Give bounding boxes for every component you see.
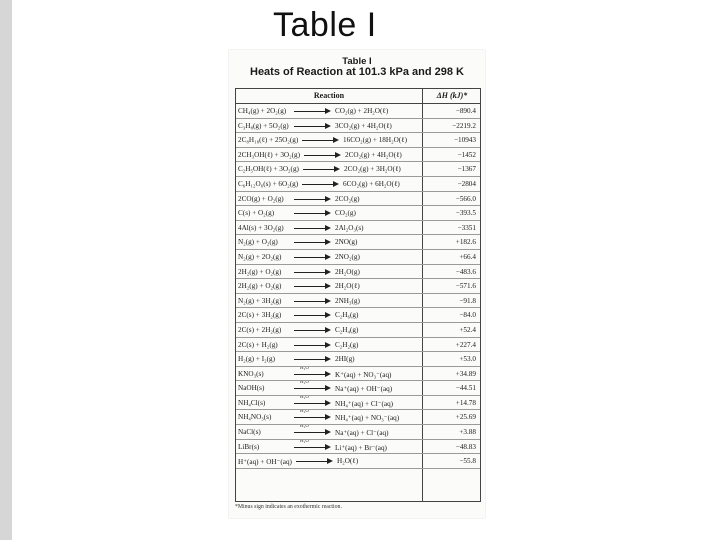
reaction-reactants: C₆H₁₂O₆(s) + 6O₂(g)	[238, 179, 299, 188]
table-row	[236, 396, 480, 411]
reaction-products: C₂H₂(g)	[335, 340, 359, 349]
reaction-arrow-icon	[294, 367, 332, 380]
reaction-products: 2HI(g)	[335, 355, 355, 364]
table-row	[236, 352, 480, 367]
reaction-reactants: H⁺(aq) + OH⁻(aq)	[238, 458, 292, 467]
reaction-products: K⁺(aq) + NO₃⁻(aq)	[335, 370, 392, 379]
table-title: Heats of Reaction at 101.3 kPa and 298 K	[250, 66, 464, 78]
reaction-arrow-icon	[294, 294, 332, 307]
table-row	[236, 250, 480, 265]
delta-h-value: −393.5	[455, 209, 476, 218]
table-row	[236, 162, 480, 177]
reaction-reactants: 2C(s) + H₂(g)	[238, 340, 278, 349]
table-row	[236, 308, 480, 323]
delta-h-value: −1452	[457, 150, 476, 159]
reaction-arrow-icon	[294, 410, 332, 423]
slide-title: Table I	[273, 6, 377, 44]
arrow-condition: H₂O	[300, 366, 309, 371]
reaction-reactants: 2H₂(g) + O₂(g)	[238, 267, 282, 276]
reaction-arrow-icon	[302, 177, 340, 190]
reaction-arrow-icon	[294, 308, 332, 321]
table-row	[236, 177, 480, 192]
delta-h-value: −890.4	[455, 107, 476, 115]
delta-h-value: −2219.2	[452, 121, 476, 130]
reaction-arrow-icon	[294, 279, 332, 292]
table-row	[236, 440, 480, 455]
reaction-reactants: CH₄(g) + 2O₂(g)	[238, 107, 287, 115]
reaction-reactants: 2CH₃OH(ℓ) + 3O₂(g)	[238, 150, 301, 159]
reaction-products: 2NO(g)	[335, 238, 358, 247]
reaction-arrow-icon	[294, 381, 332, 394]
reaction-products: NH₄⁺(aq) + NO₃⁻(aq)	[335, 414, 400, 423]
table-body	[236, 104, 480, 469]
delta-h-value: −2804	[457, 179, 476, 188]
reaction-products: 2CO₂(g) + 4H₂O(ℓ)	[345, 150, 402, 159]
reaction-arrow-icon	[294, 104, 332, 117]
reaction-arrow-icon	[294, 250, 332, 263]
reaction-products: C₂H₄(g)	[335, 325, 359, 334]
reaction-products: 2H₂O(g)	[335, 267, 360, 276]
delta-h-value: +34.89	[455, 369, 476, 378]
arrow-condition: H₂O	[300, 381, 309, 386]
table-row	[236, 148, 480, 163]
reaction-arrow-icon	[294, 323, 332, 336]
reaction-reactants: 2C(s) + 3H₂(g)	[238, 311, 282, 320]
reaction-arrow-icon	[294, 221, 332, 234]
reaction-arrow-icon	[294, 352, 332, 365]
reaction-arrow-icon	[294, 425, 332, 438]
reaction-products: 3CO₂(g) + 4H₂O(ℓ)	[335, 121, 392, 130]
table-row	[236, 381, 480, 396]
table-row	[236, 425, 480, 440]
table-footnote: *Minus sign indicates an exothermic reaction.	[235, 504, 342, 510]
delta-h-value: +227.4	[455, 340, 476, 349]
table-label: Table I	[342, 56, 372, 67]
heats-of-reaction-table	[235, 88, 481, 502]
arrow-condition: H₂O	[300, 395, 309, 400]
delta-h-value: −1367	[457, 165, 476, 174]
table-row	[236, 235, 480, 250]
delta-h-value: −10943	[453, 136, 476, 145]
reaction-reactants: NH₄NO₃(s)	[238, 413, 272, 422]
table-image	[229, 50, 485, 518]
reaction-reactants: NH₄Cl(s)	[238, 398, 266, 407]
reaction-arrow-icon	[294, 338, 332, 351]
reaction-products: Na⁺(aq) + OH⁻(aq)	[335, 385, 393, 394]
column-header-reaction: Reaction	[313, 91, 345, 100]
reaction-reactants: NaOH(s)	[238, 384, 265, 393]
reaction-reactants: 2CO(g) + O₂(g)	[238, 194, 284, 203]
delta-h-value: −571.6	[455, 282, 476, 291]
reaction-arrow-icon	[294, 396, 332, 409]
reaction-reactants: NaCl(s)	[238, 428, 261, 437]
table-row	[236, 119, 480, 134]
table-row	[236, 454, 480, 469]
reaction-products: 2Al₂O₃(s)	[335, 223, 364, 232]
reaction-products: 16CO₂(g) + 18H₂O(ℓ)	[343, 136, 408, 145]
reaction-reactants: C₃H₈(g) + 5O₂(g)	[238, 121, 289, 130]
delta-h-value: −48.83	[455, 442, 476, 451]
arrow-condition: H₂O	[300, 439, 309, 444]
reaction-products: CO₂(g)	[335, 209, 356, 218]
reaction-products: 2CO₂(g)	[335, 194, 360, 203]
delta-h-value: −84.0	[459, 311, 476, 320]
delta-h-value: +53.0	[459, 355, 476, 364]
reaction-products: 2CO₂(g) + 3H₂O(ℓ)	[344, 165, 401, 174]
reaction-reactants: KNO₃(s)	[238, 369, 264, 378]
reaction-arrow-icon	[294, 265, 332, 278]
reaction-products: 2NO₂(g)	[335, 252, 360, 261]
delta-h-value: −483.6	[455, 267, 476, 276]
reaction-reactants: LiBr(s)	[238, 442, 260, 451]
delta-h-value: −3351	[457, 223, 476, 232]
table-row	[236, 338, 480, 353]
delta-h-value: +52.4	[459, 325, 476, 334]
reaction-reactants: C(s) + O₂(g)	[238, 209, 275, 218]
delta-h-value: −55.8	[459, 457, 476, 466]
reaction-products: 6CO₂(g) + 6H₂O(ℓ)	[343, 179, 400, 188]
table-row	[236, 192, 480, 207]
reaction-products: 2H₂O(ℓ)	[335, 282, 360, 291]
table-row	[236, 279, 480, 294]
delta-h-value: −566.0	[455, 194, 476, 203]
delta-h-value: +14.78	[455, 398, 476, 407]
reaction-products: NH₄⁺(aq) + Cl⁻(aq)	[335, 399, 394, 408]
reaction-arrow-icon	[303, 162, 341, 175]
table-row	[236, 104, 480, 119]
table-row	[236, 265, 480, 280]
arrow-condition: H₂O	[300, 425, 309, 430]
table-row	[236, 323, 480, 338]
reaction-reactants: 2C(s) + 2H₂(g)	[238, 325, 282, 334]
table-row	[236, 133, 480, 148]
reaction-reactants: N₂(g) + O₂(g)	[238, 238, 278, 247]
reaction-reactants: N₂(g) + 2O₂(g)	[238, 252, 282, 261]
reaction-reactants: 4Al(s) + 3O₂(g)	[238, 223, 284, 232]
arrow-condition: H₂O	[300, 410, 309, 415]
reaction-products: Na⁺(aq) + Cl⁻(aq)	[335, 429, 389, 438]
reaction-reactants: 2C₈H₁₈(ℓ) + 25O₂(g)	[238, 136, 299, 145]
table-row	[236, 367, 480, 382]
delta-h-value: −44.51	[455, 384, 476, 393]
reaction-reactants: H₂(g) + I₂(g)	[238, 355, 276, 364]
reaction-products: CO₂(g) + 2H₂O(ℓ)	[335, 107, 389, 115]
reaction-products: 2NH₃(g)	[335, 296, 360, 305]
reaction-arrow-icon	[294, 235, 332, 248]
reaction-arrow-icon	[294, 192, 332, 205]
reaction-products: Li⁺(aq) + Br⁻(aq)	[335, 443, 387, 452]
reaction-arrow-icon	[294, 119, 332, 132]
reaction-arrow-icon	[294, 440, 332, 453]
delta-h-value: +182.6	[455, 238, 476, 247]
delta-h-value: +25.69	[455, 413, 476, 422]
slide-left-accent-bar	[0, 0, 12, 540]
delta-h-value: +66.4	[459, 252, 476, 261]
delta-h-value: +3.88	[459, 428, 476, 437]
reaction-reactants: N₂(g) + 3H₂(g)	[238, 296, 282, 305]
reaction-arrow-icon	[294, 206, 332, 219]
table-row	[236, 410, 480, 425]
column-header-delta-h: ΔH (kJ)*	[436, 91, 468, 100]
reaction-arrow-icon	[296, 454, 334, 467]
reaction-arrow-icon	[304, 148, 342, 161]
reaction-products: H₂O(ℓ)	[337, 457, 359, 466]
reaction-reactants: C₂H₅OH(ℓ) + 3O₂(g)	[238, 165, 299, 174]
table-row	[236, 294, 480, 309]
table-row	[236, 206, 480, 221]
delta-h-value: −91.8	[459, 296, 476, 305]
table-row	[236, 221, 480, 236]
reaction-products: C₂H₆(g)	[335, 311, 359, 320]
reaction-arrow-icon	[302, 133, 340, 146]
table-header-row	[236, 89, 480, 104]
reaction-reactants: 2H₂(g) + O₂(g)	[238, 282, 282, 291]
